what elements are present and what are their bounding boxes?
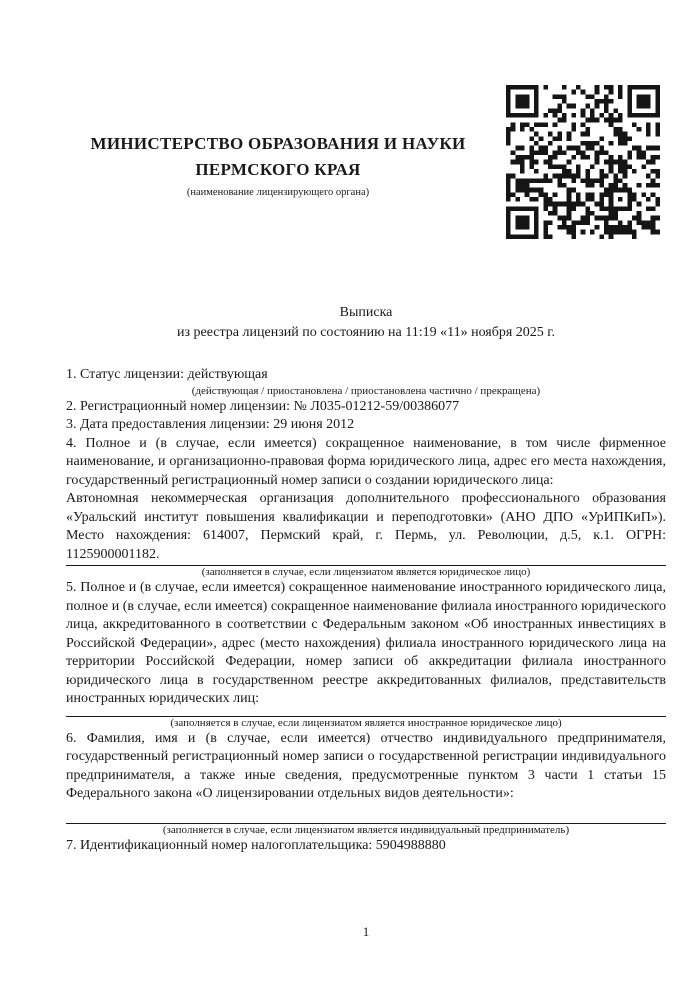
document-title [66,303,666,343]
qr-code-icon [506,85,660,239]
item-6-text: 6. Фамилия, имя и (в случае, если имеется) отчество индивидуального предпринимателя, государственный регистрационный номер записи о государственной регистрации индивидуального предпринимателя, а также иные сведения, предусмотренные пунктом 3 части 1 статьи 15 Федерального закона «О лицензировании отдельных видов деятельности»: [66,730,666,801]
item-4-caption: (заполняется в случае, если лицензиатом является юридическое лицо) [201,566,531,578]
document-body [66,366,666,855]
section-license-date [66,416,666,435]
ministry-header [66,131,490,199]
section-taxpayer-number [66,837,666,856]
item-1-caption: (действующая / приостановлена / приостановлена частично / прекращена) [191,384,541,397]
section-legal-entity [66,435,666,580]
section-foreign-entity [66,579,666,730]
item-5-text: 5. Полное и (в случае, если имеется) сокращенное наименование иностранного юридического лица, полное и (в случае, если имеется) сокращенное наименование филиала иностранного юридического лица, аккредитованного в соответствии с Федеральным законом «Об иностранных инвестициях в Российской Федерации», адрес (место нахождения) филиала иностранного юридического лица на территории Российской Федерации, номер записи об аккредитации филиала иностранного юридического лица в государственном реестре аккредитованных филиалов, представительств иностранных юридических лиц: [66,580,666,706]
fill-in-line [66,709,666,717]
item-1-text: 1. Статус лицензии: действующая [66,367,268,382]
item-4-value: Автономная некоммерческая организация дополнительного профессионального образования «Уральский институт повышения квалификации и переподготовки» (АНО ДПО «УрИПКиП»). Место нахождения: 614007, Пермский край, г. Пермь, ул. Революции, д.5, к.1. ОГРН: 1125900001182. [66,490,666,566]
fill-in-line [66,816,666,824]
ministry-caption: (наименование лицензирующего органа) [186,187,370,198]
ministry-name-line2: ПЕРМСКОГО КРАЯ [195,160,361,179]
item-3-text: 3. Дата предоставления лицензии: 29 июня 2012 [66,417,355,432]
section-license-status [66,366,666,398]
item-5-caption: (заполняется в случае, если лицензиатом является иностранное юридическое лицо) [170,716,562,729]
section-registration-number [66,398,666,417]
title-line2: из реестра лицензий по состоянию на 11:19 «11» ноября 2025 г. [177,325,555,340]
item-6-caption: (заполняется в случае, если лицензиатом является индивидуальный предприниматель) [162,823,570,836]
ministry-name-line1: МИНИСТЕРСТВО ОБРАЗОВАНИЯ И НАУКИ [90,134,466,153]
title-line1: Выписка [339,305,393,320]
item-2-text: 2. Регистрационный номер лицензии: № Л035-01212-59/00386077 [66,398,460,414]
item-4-text: 4. Полное и (в случае, если имеется) сокращенное наименование, в том числе фирменное наименование, и организационно-правовая форма юридического лица, адрес его места нахождения, государственный регистрационный номер записи о создании юридического лица: [66,435,666,488]
item-7-text: 7. Идентификационный номер налогоплательщика: 5904988880 [66,837,446,853]
section-individual-entrepreneur [66,730,666,837]
page-number: 1 [362,924,370,939]
